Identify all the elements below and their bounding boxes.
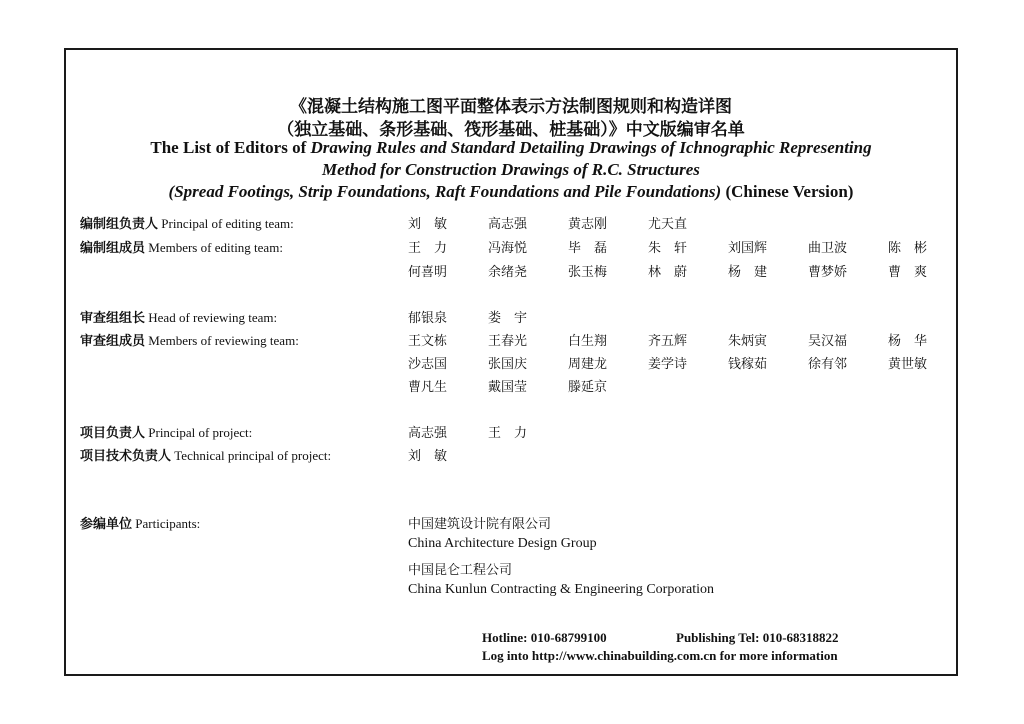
role-project-principal — [80, 422, 252, 441]
name-cell: 王 力 — [488, 426, 528, 441]
title-en-line3 — [66, 182, 956, 202]
name-cell: 何喜明 — [408, 265, 448, 280]
footer-hotline: Hotline: 010-68799100 — [482, 630, 607, 645]
role-reviewing-members — [80, 330, 299, 349]
name-cell: 吴汉福 — [808, 334, 848, 349]
name-cell: 杨 建 — [728, 265, 768, 280]
role-reviewing-members-en: Members of reviewing team: — [145, 333, 299, 348]
name-cell: 张国庆 — [488, 357, 528, 372]
name-cell: 徐有邻 — [808, 357, 848, 372]
name-cell: 黄世敏 — [888, 357, 928, 372]
name-cell: 朱炳寅 — [728, 334, 768, 349]
footer-publishing-tel: Publishing Tel: 010-68318822 — [676, 630, 839, 645]
name-cell: 林 蔚 — [648, 265, 688, 280]
role-participants-cn: 参编单位 — [80, 517, 133, 532]
name-cell: 曹 爽 — [888, 265, 928, 280]
title-en-line3-italic: (Spread Footings, Strip Foundations, Raft Foundations and Pile Foundations) — [168, 182, 722, 201]
role-participants — [80, 513, 200, 532]
name-cell: 白生翔 — [568, 334, 608, 349]
name-cell: 杨 华 — [888, 334, 928, 349]
participant-org2-cn: 中国昆仑工程公司 — [408, 563, 513, 578]
name-cell: 高志强 — [488, 217, 528, 232]
name-cell: 刘国辉 — [728, 241, 768, 256]
role-editing-members-cn: 编制组成员 — [80, 241, 146, 256]
document-frame — [64, 48, 958, 676]
title-en-line1-italic: Drawing Rules and Standard Detailing Drawings of Ichnographic Representing — [310, 138, 872, 157]
name-cell: 余绪尧 — [488, 265, 528, 280]
name-cell: 张玉梅 — [568, 265, 608, 280]
role-editing-members — [80, 237, 283, 256]
role-project-technical-en: Technical principal of project: — [171, 448, 332, 463]
title-en-line2 — [66, 160, 956, 180]
role-project-principal-en: Principal of project: — [145, 425, 253, 440]
name-cell: 陈 彬 — [888, 241, 928, 256]
title-en-line1-plain: The List of Editors of — [150, 138, 311, 157]
name-cell: 曲卫波 — [808, 241, 848, 256]
name-cell: 娄 宇 — [488, 311, 528, 326]
role-project-technical — [80, 445, 331, 464]
name-cell: 沙志国 — [408, 357, 448, 372]
title-en-line1 — [66, 138, 956, 158]
role-editing-members-en: Members of editing team: — [145, 240, 283, 255]
name-cell: 郁银泉 — [408, 311, 448, 326]
title-en-line2-italic: Method for Construction Drawings of R.C. Structures — [322, 160, 700, 179]
footer-website: Log into http://www.chinabuilding.com.cn for more information — [482, 648, 838, 663]
name-cell: 尤天直 — [648, 217, 688, 232]
role-editing-principal-cn: 编制组负责人 — [80, 217, 159, 232]
name-cell: 戴国莹 — [488, 380, 528, 395]
role-editing-principal-en: Principal of editing team: — [158, 216, 294, 231]
title-cn-line1: 《混凝土结构施工图平面整体表示方法制图规则和构造详图 — [290, 97, 732, 117]
name-cell: 王春光 — [488, 334, 528, 349]
name-cell: 刘 敏 — [408, 217, 448, 232]
title-cn-line2: （独立基础、条形基础、筏形基础、桩基础）》中文版编审名单 — [277, 120, 745, 140]
role-reviewing-members-cn: 审查组成员 — [80, 334, 146, 349]
name-cell: 齐五辉 — [648, 334, 688, 349]
name-cell: 朱 轩 — [648, 241, 688, 256]
name-cell: 曹凡生 — [408, 380, 448, 395]
role-editing-principal — [80, 213, 294, 232]
name-cell: 刘 敏 — [408, 449, 448, 464]
participant-org2-en: China Kunlun Contracting & Engineering Corporation — [408, 582, 715, 597]
role-participants-en: Participants: — [132, 516, 201, 531]
name-cell: 钱稼茹 — [728, 357, 768, 372]
role-reviewing-head — [80, 307, 277, 326]
role-reviewing-head-cn: 审查组组长 — [80, 311, 146, 326]
name-cell: 姜学诗 — [648, 357, 688, 372]
title-en-line3-plain: (Chinese Version) — [721, 182, 854, 201]
name-cell: 滕延京 — [568, 380, 608, 395]
name-cell: 毕 磊 — [568, 241, 608, 256]
name-cell: 冯海悦 — [488, 241, 528, 256]
participant-org1-cn: 中国建筑设计院有限公司 — [408, 517, 552, 532]
name-cell: 王 力 — [408, 241, 448, 256]
participant-org1-en: China Architecture Design Group — [408, 536, 597, 551]
name-cell: 曹梦娇 — [808, 265, 848, 280]
name-cell: 黄志刚 — [568, 217, 608, 232]
role-project-technical-cn: 项目技术负责人 — [80, 449, 172, 464]
name-cell: 王文栋 — [408, 334, 448, 349]
role-reviewing-head-en: Head of reviewing team: — [145, 310, 278, 325]
name-cell: 高志强 — [408, 426, 448, 441]
name-cell: 周建龙 — [568, 357, 608, 372]
role-project-principal-cn: 项目负责人 — [80, 426, 146, 441]
